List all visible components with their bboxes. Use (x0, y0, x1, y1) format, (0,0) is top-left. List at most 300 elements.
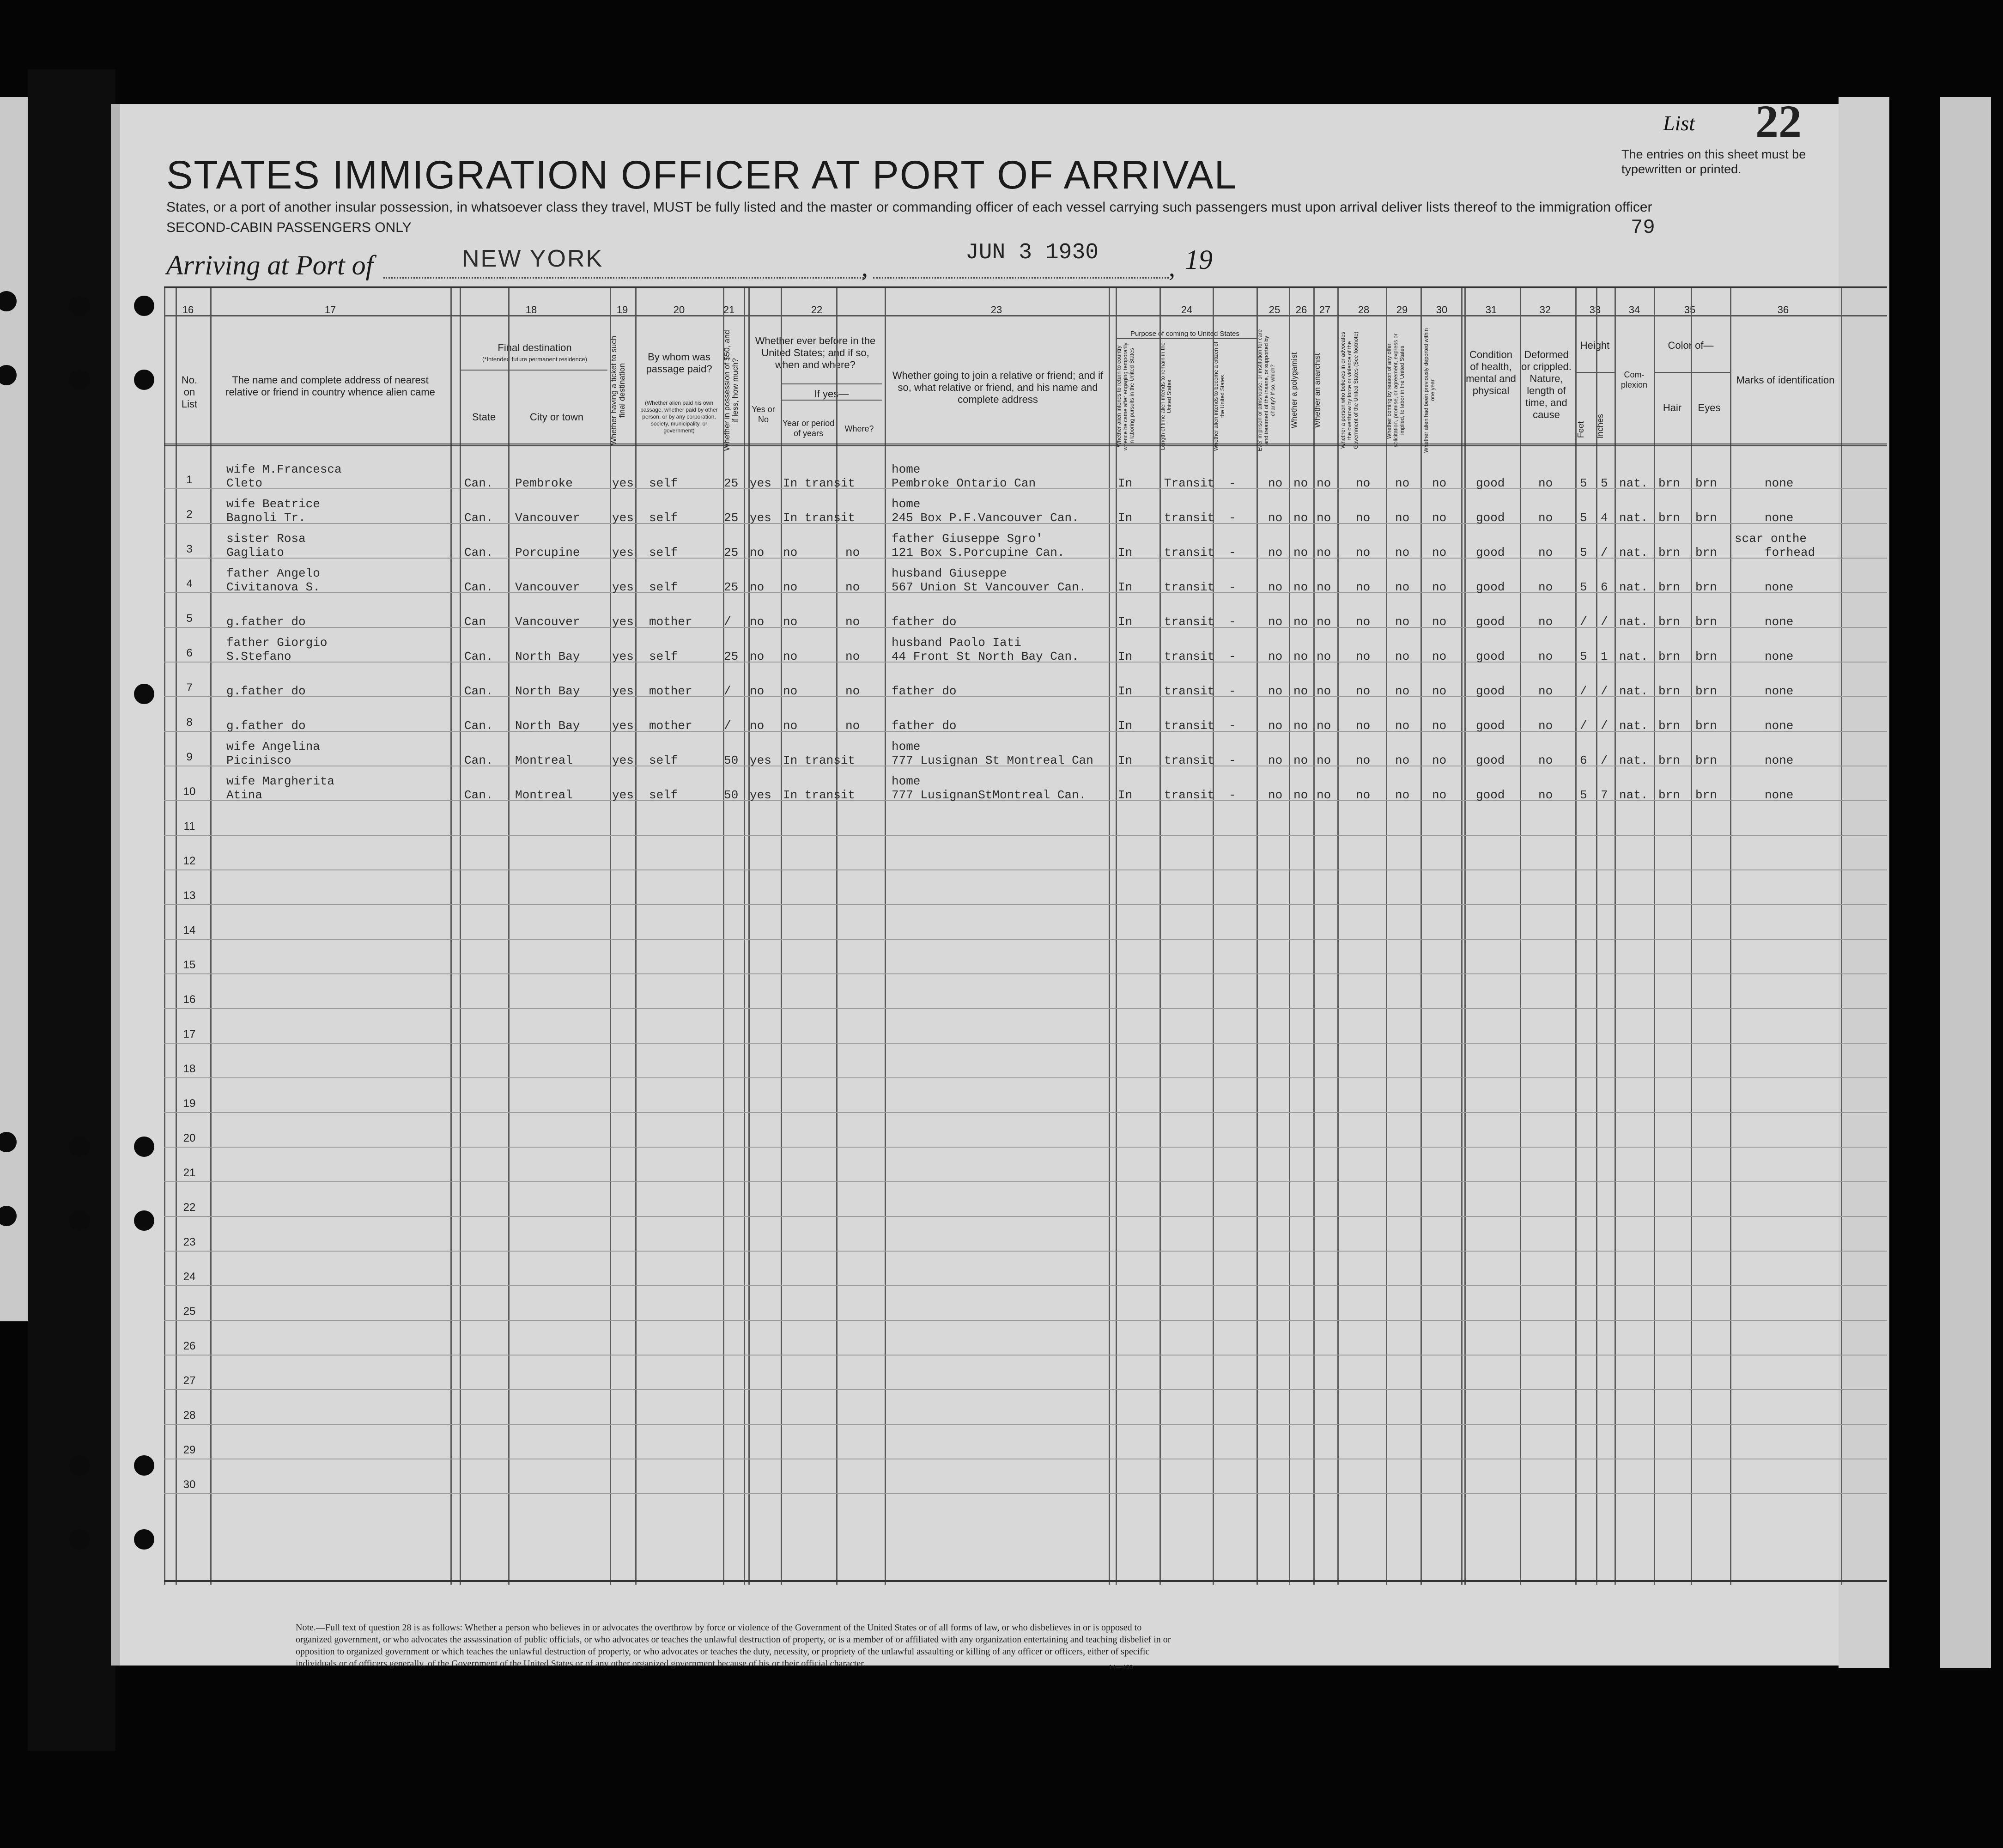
prison: no (1268, 580, 1283, 594)
question-29: no (1395, 546, 1410, 559)
heading-complexion: Com-plexion (1621, 370, 1648, 389)
question-30: no (1432, 476, 1447, 490)
anarchist: no (1317, 476, 1331, 490)
citizen-intent: - (1229, 511, 1236, 525)
column-number: 36 (1777, 304, 1789, 316)
money: 25 (724, 511, 739, 525)
height-feet: / (1580, 719, 1587, 733)
joining-address: 44 Front St North Bay Can. (892, 650, 1079, 663)
column-number: 17 (324, 304, 336, 316)
height-inches: 6 (1601, 580, 1608, 594)
deformed: no (1538, 650, 1553, 663)
health: good (1476, 546, 1505, 559)
city: Pembroke (515, 476, 573, 490)
eye-color: brn (1695, 511, 1717, 525)
relative-name: wife Beatrice (226, 497, 320, 511)
punch-hole (134, 296, 154, 316)
heading-question-28: Whether a person who believes in or advocates the overthrow by force or violence of the Government of the United States (See footnote) (1340, 331, 1359, 450)
deformed: no (1538, 511, 1553, 525)
length-of-stay: transit (1164, 511, 1215, 525)
health: good (1476, 684, 1505, 698)
period: In transit (783, 754, 856, 767)
city: North Bay (515, 650, 580, 663)
where: no (845, 719, 860, 733)
health: good (1476, 719, 1505, 733)
health: good (1476, 788, 1505, 802)
hair-color: brn (1658, 650, 1680, 663)
purpose: In (1118, 511, 1133, 525)
question-30: no (1432, 754, 1447, 767)
relative-place: Picinisco (226, 754, 291, 767)
year-prefix: 19 (1185, 244, 1213, 275)
relative-name: father Giorgio (226, 636, 328, 650)
period: no (783, 615, 798, 629)
question-28: no (1356, 650, 1371, 663)
column-number: 18 (525, 304, 537, 316)
row-number: 17 (183, 1028, 196, 1040)
marks-identification: none (1765, 511, 1794, 525)
hair-color: brn (1658, 684, 1680, 698)
state: Can. (464, 754, 493, 767)
height-rule (1575, 372, 1615, 373)
relative-place: Atina (226, 788, 263, 802)
joining-address: 777 LusignanStMontreal Can. (892, 788, 1086, 802)
row-number: 15 (183, 959, 196, 971)
question-29: no (1395, 719, 1410, 733)
height-feet: 6 (1580, 754, 1587, 767)
height-inches: 7 (1601, 788, 1608, 802)
punch-hole (69, 1137, 90, 1157)
heading-purpose-a: Whether alien intends to return to country whence he came after engaging temporarily in laboring pursuits in the United States (1116, 342, 1135, 450)
length-of-stay: transit (1164, 546, 1215, 559)
question-30: no (1432, 546, 1447, 559)
period: no (783, 684, 798, 698)
anarchist: no (1317, 684, 1331, 698)
where: no (845, 650, 860, 663)
money: / (724, 684, 731, 698)
color-rule (1654, 372, 1730, 373)
citizen-intent: - (1229, 546, 1236, 559)
prison: no (1268, 788, 1283, 802)
height-inches: / (1601, 754, 1608, 767)
header-bottom-rule (164, 444, 1887, 446)
column-number: 31 (1485, 304, 1497, 316)
purpose: In (1118, 546, 1133, 559)
heading-money: Whether in possession of $50, and if less, how much? (722, 330, 740, 451)
before-in-us: yes (750, 511, 771, 525)
column-number: 24 (1181, 304, 1193, 316)
relative-name: wife Margherita (226, 774, 335, 788)
purpose: In (1118, 650, 1133, 663)
date-fill-line (873, 277, 1169, 279)
eye-color: brn (1695, 580, 1717, 594)
height-feet: 5 (1580, 476, 1587, 490)
question-29: no (1395, 476, 1410, 490)
heading-joining: Whether going to join a relative or friend; and if so, what relative or friend, and his name and complete address (892, 370, 1104, 405)
marks-identification: none (1765, 476, 1794, 490)
prison: no (1268, 476, 1283, 490)
height-inches: 1 (1601, 650, 1608, 663)
question-29: no (1395, 650, 1410, 663)
separator: , (862, 254, 868, 282)
prison: no (1268, 684, 1283, 698)
purpose: In (1118, 615, 1133, 629)
citizen-intent: - (1229, 580, 1236, 594)
heading-purpose-c: Whether alien intends to become a citizen of the United States (1213, 341, 1226, 451)
height-inches: 5 (1601, 476, 1608, 490)
ticket: yes (612, 615, 634, 629)
deformed: no (1538, 788, 1553, 802)
joining-address: father do (892, 615, 957, 629)
where: no (845, 684, 860, 698)
passage-paid-by: self (649, 754, 678, 767)
marks-identification: none (1765, 754, 1794, 767)
relative-place: Civitanova S. (226, 580, 320, 594)
passage-paid-by: self (649, 476, 678, 490)
relative-place: Gagliato (226, 546, 284, 559)
question-28: no (1356, 788, 1371, 802)
passage-paid-by: self (649, 650, 678, 663)
row-rule (164, 973, 1887, 974)
joining-address: Pembroke Ontario Can (892, 476, 1036, 490)
row-number: 21 (183, 1167, 196, 1179)
eye-color: brn (1695, 615, 1717, 629)
final-destination-rule (460, 370, 607, 371)
prison: no (1268, 546, 1283, 559)
city: Porcupine (515, 546, 580, 559)
list-label: List (1663, 111, 1695, 135)
period: In transit (783, 788, 856, 802)
row-number: 27 (183, 1374, 196, 1387)
deformed: no (1538, 754, 1553, 767)
heading-no-on-list: No. on List (181, 374, 198, 410)
row-number: 23 (183, 1236, 196, 1248)
period: In transit (783, 511, 856, 525)
row-number: 1 (186, 474, 193, 486)
row-rule (164, 1493, 1887, 1494)
height-feet: 5 (1580, 650, 1587, 663)
row-rule (164, 1112, 1887, 1113)
heading-before-us: Whether ever before in the United States; and if so, when and where? (755, 335, 876, 371)
row-number: 25 (183, 1305, 196, 1318)
polygamist: no (1293, 684, 1308, 698)
city: North Bay (515, 684, 580, 698)
marks-identification: none (1765, 580, 1794, 594)
punch-hole (69, 1455, 90, 1476)
state: Can. (464, 511, 493, 525)
period: In transit (783, 476, 856, 490)
polygamist: no (1293, 546, 1308, 559)
question-28: no (1356, 580, 1371, 594)
height-feet: 5 (1580, 511, 1587, 525)
joining-relation: home (892, 774, 921, 788)
row-number: 6 (186, 647, 193, 659)
heading-passage-note: (Whether alien paid his own passage, whether paid by other person, or by any corporation, society, municipality, or government) (640, 400, 718, 434)
anarchist: no (1317, 511, 1331, 525)
city: Vancouver (515, 615, 580, 629)
period: no (783, 546, 798, 559)
height-inches: 4 (1601, 511, 1608, 525)
eye-color: brn (1695, 546, 1717, 559)
row-rule (164, 1077, 1887, 1078)
complexion: nat. (1619, 788, 1648, 802)
height-feet: / (1580, 615, 1587, 629)
purpose: In (1118, 754, 1133, 767)
question-29: no (1395, 788, 1410, 802)
purpose: In (1118, 684, 1133, 698)
marks-identification: none (1765, 684, 1794, 698)
polygamist: no (1293, 615, 1308, 629)
deformed: no (1538, 615, 1553, 629)
purpose-rule (1116, 338, 1256, 339)
height-feet: 5 (1580, 788, 1587, 802)
heading-height: Height (1580, 340, 1610, 351)
hair-color: brn (1658, 546, 1680, 559)
row-rule (164, 1251, 1887, 1252)
eye-color: brn (1695, 754, 1717, 767)
form-number: 14—430 (1109, 1663, 1133, 1671)
column-number: 26 (1295, 304, 1307, 316)
eye-color: brn (1695, 788, 1717, 802)
height-inches: / (1601, 719, 1608, 733)
question-29: no (1395, 615, 1410, 629)
question-28: no (1356, 476, 1371, 490)
deformed: no (1538, 719, 1553, 733)
health: good (1476, 615, 1505, 629)
city: Montreal (515, 754, 573, 767)
question-28: no (1356, 719, 1371, 733)
marks-identification: none (1765, 615, 1794, 629)
row-rule (164, 904, 1887, 905)
column-number: 29 (1396, 304, 1408, 316)
column-number: 16 (182, 304, 194, 316)
passage-paid-by: mother (649, 615, 692, 629)
heading-feet: Feet (1576, 421, 1585, 438)
anarchist: no (1317, 580, 1331, 594)
question-30: no (1432, 580, 1447, 594)
heading-question-29: Whether coming by reason of any offer, solicitation, promise, or agreement, express or implied, to labor in the United States (1386, 333, 1405, 448)
heading-eyes: Eyes (1698, 402, 1721, 413)
ticket: yes (612, 719, 634, 733)
ticket: yes (612, 546, 634, 559)
row-number: 9 (186, 751, 193, 763)
complexion: nat. (1619, 615, 1648, 629)
column-number: 25 (1269, 304, 1281, 316)
length-of-stay: transit (1164, 754, 1215, 767)
row-rule (164, 1424, 1887, 1425)
column-number: 22 (811, 304, 823, 316)
row-number: 12 (183, 855, 196, 867)
question-28: no (1356, 615, 1371, 629)
relative-name: wife M.Francesca (226, 462, 342, 476)
heading-final-destination-note: (*Intended future permanent residence) (482, 356, 587, 363)
period: no (783, 580, 798, 594)
length-of-stay: transit (1164, 684, 1215, 698)
joining-relation: husband Giuseppe (892, 566, 1007, 580)
row-number: 28 (183, 1409, 196, 1422)
polygamist: no (1293, 719, 1308, 733)
punch-hole (134, 370, 154, 390)
question-29: no (1395, 580, 1410, 594)
complexion: nat. (1619, 719, 1648, 733)
row-rule (164, 1181, 1887, 1182)
separator: , (1169, 254, 1175, 282)
heading-yes-no: Yes or No (752, 405, 775, 424)
adjacent-page-strip (1940, 97, 1991, 1668)
column-number: 34 (1628, 304, 1640, 316)
ticket: yes (612, 511, 634, 525)
row-rule (164, 1008, 1887, 1009)
heading-purpose-b: Length of time alien intends to remain in the United States (1159, 342, 1172, 450)
passage-paid-by: mother (649, 684, 692, 698)
question-29: no (1395, 684, 1410, 698)
relative-place: g.father do (226, 615, 306, 629)
height-feet: 5 (1580, 546, 1587, 559)
citizen-intent: - (1229, 754, 1236, 767)
city: North Bay (515, 719, 580, 733)
where: no (845, 615, 860, 629)
row-number: 2 (186, 508, 193, 521)
heading-if-yes: If yes— (814, 388, 849, 400)
port-fill-line (383, 277, 864, 279)
passage-paid-by: self (649, 511, 678, 525)
complexion: nat. (1619, 580, 1648, 594)
health: good (1476, 650, 1505, 663)
heading-marks: Marks of identification (1736, 374, 1835, 386)
polygamist: no (1293, 476, 1308, 490)
row-rule (164, 835, 1887, 836)
heading-passage: By whom was passage paid? (646, 351, 712, 375)
eye-color: brn (1695, 650, 1717, 663)
height-feet: 5 (1580, 580, 1587, 594)
state: Can. (464, 580, 493, 594)
state: Can. (464, 719, 493, 733)
question-28: no (1356, 546, 1371, 559)
money: 25 (724, 476, 739, 490)
heading-ticket: Whether having a ticket to such final destination (609, 335, 626, 445)
relative-name: wife Angelina (226, 740, 320, 754)
relative-place: g.father do (226, 684, 306, 698)
anarchist: no (1317, 546, 1331, 559)
state: Can. (464, 546, 493, 559)
question-28: no (1356, 511, 1371, 525)
column-number: 21 (723, 304, 735, 316)
row-number: 8 (186, 716, 193, 729)
punch-hole (134, 1455, 154, 1476)
before-in-us: no (750, 719, 765, 733)
form-instructions: States, or a port of another insular possession, in whatsoever class they travel, MUST be fully listed and the master or commanding officer of each vessel carrying such passengers must upon arrival deliver lists thereof to the immigration officer (166, 200, 1652, 215)
money: 25 (724, 650, 739, 663)
if-yes-rule (781, 383, 882, 384)
question-30: no (1432, 719, 1447, 733)
deformed: no (1538, 476, 1553, 490)
relative-place: g.father do (226, 719, 306, 733)
citizen-intent: - (1229, 650, 1236, 663)
where: no (845, 580, 860, 594)
joining-relation: husband Paolo Iati (892, 636, 1021, 650)
heading-purpose: Purpose of coming to United States (1130, 330, 1239, 338)
deformed: no (1538, 546, 1553, 559)
length-of-stay: transit (1164, 719, 1215, 733)
money: 50 (724, 754, 739, 767)
column-number: 33 (1589, 304, 1601, 316)
question-30: no (1432, 615, 1447, 629)
joining-address: 567 Union St Vancouver Can. (892, 580, 1086, 594)
before-in-us: no (750, 684, 765, 698)
joining-address: 121 Box S.Porcupine Can. (892, 546, 1065, 559)
row-number: 29 (183, 1444, 196, 1456)
sheet-number: 79 (1631, 216, 1655, 239)
city: Montreal (515, 788, 573, 802)
row-rule (164, 1320, 1887, 1321)
purpose: In (1118, 788, 1133, 802)
row-rule (164, 1216, 1887, 1217)
heading-inches: Inches (1596, 413, 1605, 439)
citizen-intent: - (1229, 684, 1236, 698)
purpose: In (1118, 580, 1133, 594)
ticket: yes (612, 754, 634, 767)
sheet-edge (111, 104, 120, 1666)
complexion: nat. (1619, 754, 1648, 767)
column-number: 20 (673, 304, 685, 316)
health: good (1476, 476, 1505, 490)
port-of-arrival: NEW YORK (462, 245, 604, 272)
row-number: 20 (183, 1132, 196, 1144)
ticket: yes (612, 580, 634, 594)
complexion: nat. (1619, 511, 1648, 525)
row-number: 4 (186, 578, 193, 590)
polygamist: no (1293, 511, 1308, 525)
height-feet: / (1580, 684, 1587, 698)
question-28-footnote: Note.—Full text of question 28 is as follows: Whether a person who believes in or advocates the overthrow by force or violence of the Government of the United States or of all forms of law, or who disbelieves in or is opposed to organized government, or who advocates the assassination of public officials, or who advocates or teaches the unlawful destruction of property, or is a member of or affiliated with any organization entertaining and teaching disbelief in or opposition to organized government or which teaches the unlawful destruction of property, or who advocates or teaches the duty, necessity, or propriety of the unlawful assaulting or killing of any officer or officers, either of specific individuals or of officers generally, of the Government of the United States or of any other organized government because of his or their official character. (296, 1623, 1171, 1669)
health: good (1476, 511, 1505, 525)
row-number: 5 (186, 612, 193, 625)
list-number: 22 (1755, 96, 1802, 147)
before-in-us: yes (750, 476, 771, 490)
anarchist: no (1317, 754, 1331, 767)
length-of-stay: transit (1164, 580, 1215, 594)
question-28: no (1356, 684, 1371, 698)
polygamist: no (1293, 754, 1308, 767)
polygamist: no (1293, 580, 1308, 594)
height-inches: / (1601, 546, 1608, 559)
citizen-intent: - (1229, 788, 1236, 802)
question-30: no (1432, 511, 1447, 525)
heading-hair: Hair (1663, 402, 1682, 413)
row-number: 24 (183, 1270, 196, 1283)
row-number: 18 (183, 1063, 196, 1075)
deformed: no (1538, 580, 1553, 594)
citizen-intent: - (1229, 719, 1236, 733)
prison: no (1268, 615, 1283, 629)
state: Can. (464, 684, 493, 698)
if-yes-sub-rule (781, 400, 882, 401)
arriving-label: Arriving at Port of (166, 250, 374, 280)
ticket: yes (612, 476, 634, 490)
row-rule (164, 939, 1887, 940)
table-bottom-rule (164, 1580, 1887, 1582)
before-in-us: no (750, 615, 765, 629)
column-number: 30 (1436, 304, 1448, 316)
joining-relation: father Giuseppe Sgro' (892, 532, 1043, 546)
heading-final-destination: Final destination (498, 342, 572, 353)
heading-anarchist: Whether an anarchist (1313, 353, 1322, 428)
money: / (724, 615, 731, 629)
prison: no (1268, 511, 1283, 525)
row-number: 10 (183, 785, 196, 798)
column-number: 35 (1684, 304, 1696, 316)
row-number: 26 (183, 1340, 196, 1352)
